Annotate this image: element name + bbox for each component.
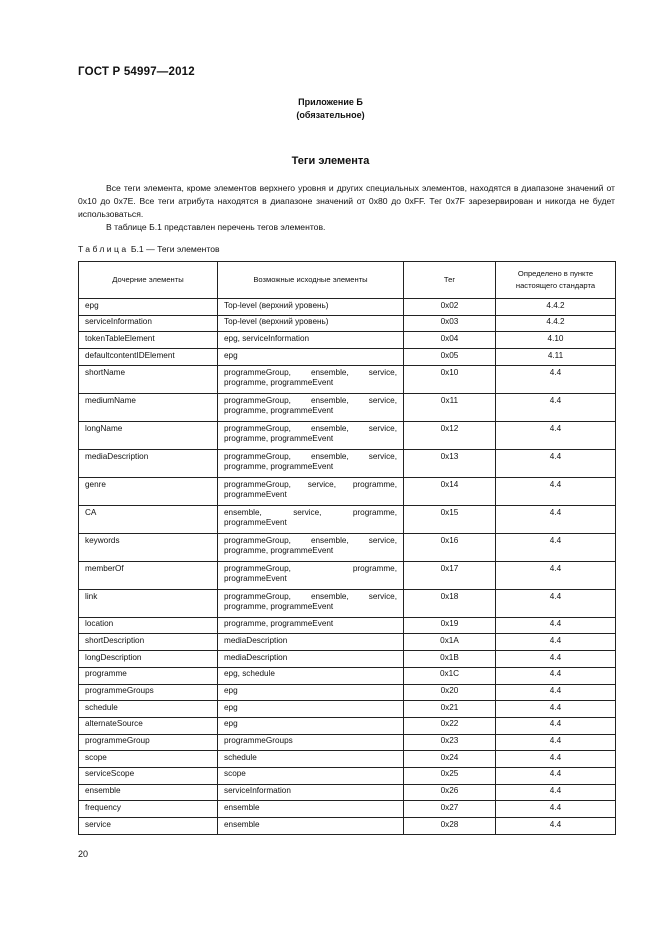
cell-clause: 4.11 bbox=[496, 349, 616, 366]
cell-parent-elements: programmeGroups bbox=[218, 734, 404, 751]
table-row bbox=[79, 505, 616, 533]
cell-child-element: shortName bbox=[79, 365, 218, 393]
cell-parent-elements: mediaDescription bbox=[218, 651, 404, 668]
cell-parent-elements: ensemble bbox=[218, 801, 404, 818]
cell-child-element: ensemble bbox=[79, 784, 218, 801]
cell-tag: 0x12 bbox=[404, 421, 496, 449]
table-row bbox=[79, 617, 616, 634]
table-caption bbox=[78, 244, 220, 254]
cell-tag: 0x11 bbox=[404, 393, 496, 421]
table-row bbox=[79, 717, 616, 734]
intro-paragraph: Все теги элемента, кроме элементов верхнего уровня и других специальных элементов, находятся в диапазоне значений от 0x10 до 0x7E. Все теги атрибута находятся в диапазоне значений от 0x80 до 0xFF. Тег 0x7F зарезервирован и никогда не будет использоваться. bbox=[78, 183, 615, 219]
cell-parent-elements: Top-level (верхний уровень) bbox=[218, 299, 404, 316]
table-row bbox=[79, 393, 616, 421]
table-row bbox=[79, 533, 616, 561]
cell-tag: 0x1B bbox=[404, 651, 496, 668]
appendix-label: Приложение Б bbox=[298, 97, 363, 107]
cell-child-element: scope bbox=[79, 751, 218, 768]
cell-child-element: shortDescription bbox=[79, 634, 218, 651]
header-parent-elements: Возможные исходные элементы bbox=[218, 262, 404, 299]
cell-parent-elements: epg, schedule bbox=[218, 667, 404, 684]
table-row bbox=[79, 667, 616, 684]
cell-tag: 0x05 bbox=[404, 349, 496, 366]
cell-parent-elements: programmeGroup, ensemble, service, programme, programmeEvent bbox=[218, 449, 404, 477]
cell-child-element: programme bbox=[79, 667, 218, 684]
appendix-heading bbox=[0, 96, 661, 122]
cell-child-element: schedule bbox=[79, 701, 218, 718]
cell-clause: 4.4 bbox=[496, 617, 616, 634]
cell-tag: 0x13 bbox=[404, 449, 496, 477]
table-row bbox=[79, 349, 616, 366]
table-row bbox=[79, 332, 616, 349]
cell-clause: 4.10 bbox=[496, 332, 616, 349]
cell-parent-elements: ensemble, service, programme, programmeEvent bbox=[218, 505, 404, 533]
cell-child-element: tokenTableElement bbox=[79, 332, 218, 349]
cell-clause: 4.4 bbox=[496, 589, 616, 617]
cell-child-element: serviceScope bbox=[79, 767, 218, 784]
table-row bbox=[79, 561, 616, 589]
cell-parent-elements: epg bbox=[218, 684, 404, 701]
element-tags-table bbox=[78, 261, 616, 835]
table-caption-text: Б.1 — Теги элементов bbox=[128, 244, 220, 254]
cell-clause: 4.4 bbox=[496, 717, 616, 734]
cell-tag: 0x17 bbox=[404, 561, 496, 589]
cell-parent-elements: programmeGroup, ensemble, service, programme, programmeEvent bbox=[218, 589, 404, 617]
table-row bbox=[79, 701, 616, 718]
cell-clause: 4.4 bbox=[496, 561, 616, 589]
cell-child-element: link bbox=[79, 589, 218, 617]
cell-child-element: mediumName bbox=[79, 393, 218, 421]
cell-parent-elements: ensemble bbox=[218, 818, 404, 835]
cell-child-element: programmeGroups bbox=[79, 684, 218, 701]
cell-tag: 0x19 bbox=[404, 617, 496, 634]
table-row bbox=[79, 589, 616, 617]
cell-child-element: genre bbox=[79, 477, 218, 505]
cell-clause: 4.4.2 bbox=[496, 315, 616, 332]
table-row bbox=[79, 299, 616, 316]
cell-parent-elements: serviceInformation bbox=[218, 784, 404, 801]
cell-clause: 4.4 bbox=[496, 477, 616, 505]
cell-clause: 4.4 bbox=[496, 784, 616, 801]
cell-child-element: longDescription bbox=[79, 651, 218, 668]
table-row bbox=[79, 801, 616, 818]
cell-clause: 4.4 bbox=[496, 533, 616, 561]
cell-parent-elements: programmeGroup, programme, programmeEvent bbox=[218, 561, 404, 589]
cell-tag: 0x27 bbox=[404, 801, 496, 818]
cell-clause: 4.4 bbox=[496, 801, 616, 818]
table-reference-paragraph: В таблице Б.1 представлен перечень тегов элементов. bbox=[106, 222, 326, 232]
cell-tag: 0x1C bbox=[404, 667, 496, 684]
cell-tag: 0x25 bbox=[404, 767, 496, 784]
cell-clause: 4.4 bbox=[496, 365, 616, 393]
section-title: Теги элемента bbox=[291, 155, 370, 167]
table-row bbox=[79, 734, 616, 751]
cell-tag: 0x18 bbox=[404, 589, 496, 617]
table-row bbox=[79, 651, 616, 668]
cell-tag: 0x16 bbox=[404, 533, 496, 561]
cell-clause: 4.4 bbox=[496, 701, 616, 718]
cell-clause: 4.4 bbox=[496, 767, 616, 784]
cell-tag: 0x23 bbox=[404, 734, 496, 751]
cell-tag: 0x28 bbox=[404, 818, 496, 835]
cell-parent-elements: epg bbox=[218, 717, 404, 734]
cell-parent-elements: programmeGroup, ensemble, service, programme, programmeEvent bbox=[218, 533, 404, 561]
cell-child-element: mediaDescription bbox=[79, 449, 218, 477]
cell-parent-elements: epg bbox=[218, 349, 404, 366]
cell-parent-elements: programmeGroup, ensemble, service, programme, programmeEvent bbox=[218, 393, 404, 421]
cell-clause: 4.4 bbox=[496, 734, 616, 751]
cell-clause: 4.4 bbox=[496, 505, 616, 533]
cell-child-element: memberOf bbox=[79, 561, 218, 589]
cell-clause: 4.4 bbox=[496, 684, 616, 701]
cell-parent-elements: programmeGroup, ensemble, service, programme, programmeEvent bbox=[218, 365, 404, 393]
cell-child-element: serviceInformation bbox=[79, 315, 218, 332]
table-caption-prefix: Таблица bbox=[78, 244, 129, 254]
cell-clause: 4.4 bbox=[496, 667, 616, 684]
header-child-elements: Дочерние элементы bbox=[79, 262, 218, 299]
table-row bbox=[79, 784, 616, 801]
cell-clause: 4.4.2 bbox=[496, 299, 616, 316]
cell-tag: 0x14 bbox=[404, 477, 496, 505]
table-row bbox=[79, 634, 616, 651]
cell-child-element: service bbox=[79, 818, 218, 835]
cell-child-element: longName bbox=[79, 421, 218, 449]
appendix-status: (обязательное) bbox=[296, 110, 365, 120]
cell-tag: 0x26 bbox=[404, 784, 496, 801]
cell-parent-elements: epg, serviceInformation bbox=[218, 332, 404, 349]
cell-clause: 4.4 bbox=[496, 751, 616, 768]
cell-tag: 0x02 bbox=[404, 299, 496, 316]
cell-tag: 0x15 bbox=[404, 505, 496, 533]
table-row bbox=[79, 421, 616, 449]
cell-child-element: frequency bbox=[79, 801, 218, 818]
table-row bbox=[79, 315, 616, 332]
cell-tag: 0x03 bbox=[404, 315, 496, 332]
cell-clause: 4.4 bbox=[496, 421, 616, 449]
cell-clause: 4.4 bbox=[496, 651, 616, 668]
cell-parent-elements: schedule bbox=[218, 751, 404, 768]
cell-clause: 4.4 bbox=[496, 449, 616, 477]
table-row bbox=[79, 818, 616, 835]
table-row bbox=[79, 751, 616, 768]
cell-child-element: alternateSource bbox=[79, 717, 218, 734]
table-row bbox=[79, 365, 616, 393]
table-row bbox=[79, 767, 616, 784]
cell-parent-elements: Top-level (верхний уровень) bbox=[218, 315, 404, 332]
cell-tag: 0x22 bbox=[404, 717, 496, 734]
cell-tag: 0x21 bbox=[404, 701, 496, 718]
cell-tag: 0x20 bbox=[404, 684, 496, 701]
cell-child-element: CA bbox=[79, 505, 218, 533]
table-row bbox=[79, 684, 616, 701]
cell-child-element: defaultcontentIDElement bbox=[79, 349, 218, 366]
document-header: ГОСТ Р 54997—2012 bbox=[78, 66, 195, 78]
cell-tag: 0x1A bbox=[404, 634, 496, 651]
table-row bbox=[79, 449, 616, 477]
cell-child-element: epg bbox=[79, 299, 218, 316]
header-tag: Тег bbox=[404, 262, 496, 299]
cell-tag: 0x04 bbox=[404, 332, 496, 349]
cell-tag: 0x10 bbox=[404, 365, 496, 393]
cell-child-element: location bbox=[79, 617, 218, 634]
cell-parent-elements: programmeGroup, ensemble, service, programme, programmeEvent bbox=[218, 421, 404, 449]
cell-clause: 4.4 bbox=[496, 818, 616, 835]
cell-parent-elements: scope bbox=[218, 767, 404, 784]
table-header-row bbox=[79, 262, 616, 299]
cell-parent-elements: epg bbox=[218, 701, 404, 718]
cell-parent-elements: programme, programmeEvent bbox=[218, 617, 404, 634]
table-row bbox=[79, 477, 616, 505]
intro-text bbox=[78, 182, 615, 234]
cell-child-element: programmeGroup bbox=[79, 734, 218, 751]
cell-parent-elements: mediaDescription bbox=[218, 634, 404, 651]
page-number: 20 bbox=[78, 849, 89, 859]
cell-parent-elements: programmeGroup, service, programme, programmeEvent bbox=[218, 477, 404, 505]
header-defined-in: Определено в пункте настоящего стандарта bbox=[496, 262, 616, 299]
cell-clause: 4.4 bbox=[496, 634, 616, 651]
cell-clause: 4.4 bbox=[496, 393, 616, 421]
cell-tag: 0x24 bbox=[404, 751, 496, 768]
cell-child-element: keywords bbox=[79, 533, 218, 561]
